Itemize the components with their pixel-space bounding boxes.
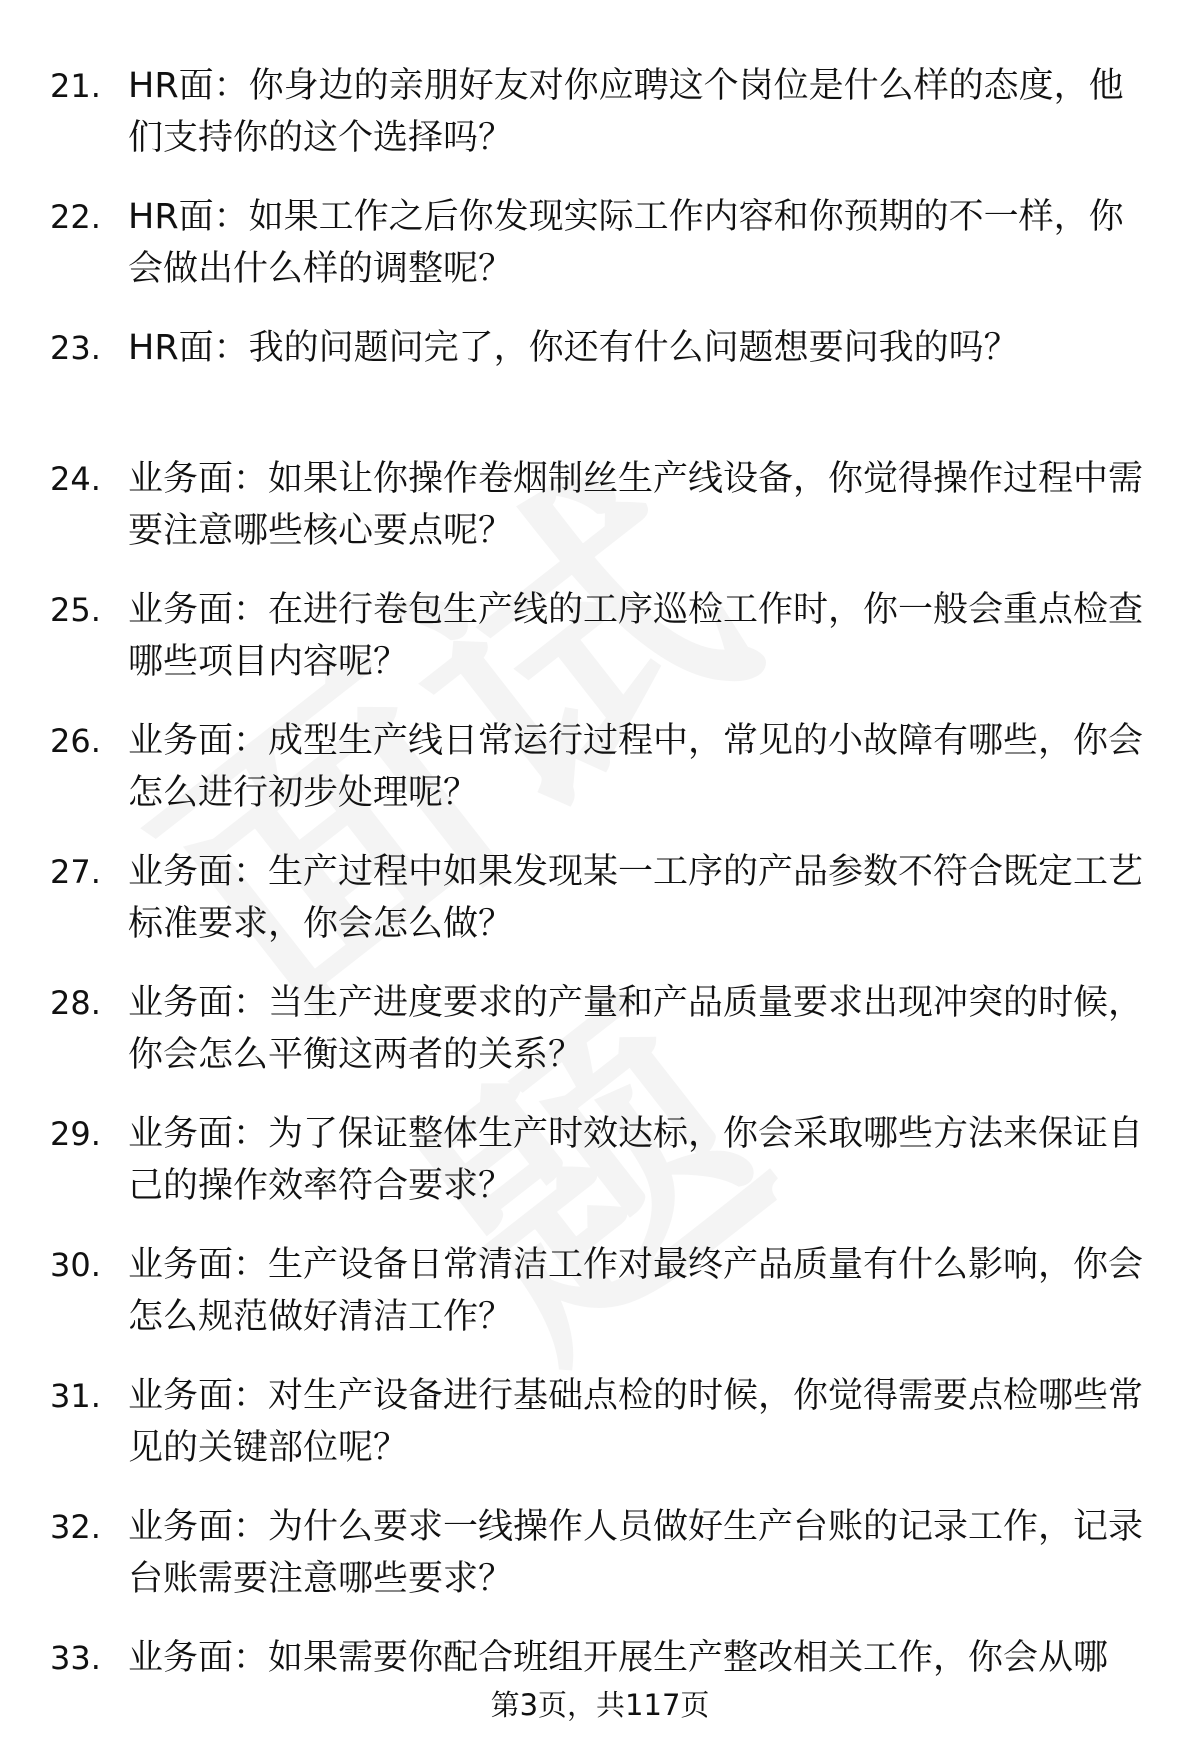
question-number: 33. xyxy=(50,1639,101,1677)
question-number: 29. xyxy=(50,1115,101,1153)
question-number: 26. xyxy=(50,722,101,760)
page-footer xyxy=(0,1685,1200,1725)
list-item xyxy=(0,1239,1200,1370)
list-item xyxy=(0,977,1200,1108)
question-text: HR面：如果工作之后你发现实际工作内容和你预期的不一样，你会做出什么样的调整呢？ xyxy=(128,197,1124,289)
list-item xyxy=(0,191,1200,322)
question-text: 业务面：对生产设备进行基础点检的时候，你觉得需要点检哪些常见的关键部位呢？ xyxy=(128,1376,1144,1468)
list-item xyxy=(0,453,1200,584)
question-text: 业务面：生产过程中如果发现某一工序的产品参数不符合既定工艺标准要求，你会怎么做？ xyxy=(128,852,1144,944)
question-number: 25. xyxy=(50,591,101,629)
question-number: 21. xyxy=(50,67,101,105)
question-text: HR面：你身边的亲朋好友对你应聘这个岗位是什么样的态度，他们支持你的这个选择吗？ xyxy=(128,66,1124,158)
question-text: 业务面：在进行卷包生产线的工序巡检工作时，你一般会重点检查哪些项目内容呢？ xyxy=(128,590,1144,682)
list-item xyxy=(0,715,1200,846)
list-item xyxy=(0,1501,1200,1632)
list-item xyxy=(0,1370,1200,1501)
question-text: HR面：我的问题问完了，你还有什么问题想要问我的吗？ xyxy=(128,328,1019,368)
question-text: 业务面：生产设备日常清洁工作对最终产品质量有什么影响，你会怎么规范做好清洁工作？ xyxy=(128,1245,1144,1337)
question-text: 业务面：当生产进度要求的产量和产品质量要求出现冲突的时候，你会怎么平衡这两者的关系？ xyxy=(128,983,1144,1075)
question-number: 24. xyxy=(50,460,101,498)
question-text: 业务面：为什么要求一线操作人员做好生产台账的记录工作，记录台账需要注意哪些要求？ xyxy=(128,1507,1144,1599)
question-text: 业务面：如果需要你配合班组开展生产整改相关工作，你会从哪 xyxy=(128,1638,1109,1678)
question-text: 业务面：如果让你操作卷烟制丝生产线设备，你觉得操作过程中需要注意哪些核心要点呢？ xyxy=(128,459,1144,551)
question-text: 业务面：为了保证整体生产时效达标，你会采取哪些方法来保证自己的操作效率符合要求？ xyxy=(128,1114,1144,1206)
question-number: 30. xyxy=(50,1246,101,1284)
question-number: 22. xyxy=(50,198,101,236)
list-item xyxy=(0,1108,1200,1239)
question-list xyxy=(0,60,1200,1763)
list-item xyxy=(0,584,1200,715)
question-number: 28. xyxy=(50,984,101,1022)
list-item xyxy=(0,60,1200,191)
list-item xyxy=(0,322,1200,453)
question-number: 31. xyxy=(50,1377,101,1415)
question-number: 23. xyxy=(50,329,101,367)
question-number: 32. xyxy=(50,1508,101,1546)
question-number: 27. xyxy=(50,853,101,891)
page-number: 第3页，共117页 xyxy=(490,1688,710,1722)
list-item xyxy=(0,846,1200,977)
question-text: 业务面：成型生产线日常运行过程中，常见的小故障有哪些，你会怎么进行初步处理呢？ xyxy=(128,721,1144,813)
